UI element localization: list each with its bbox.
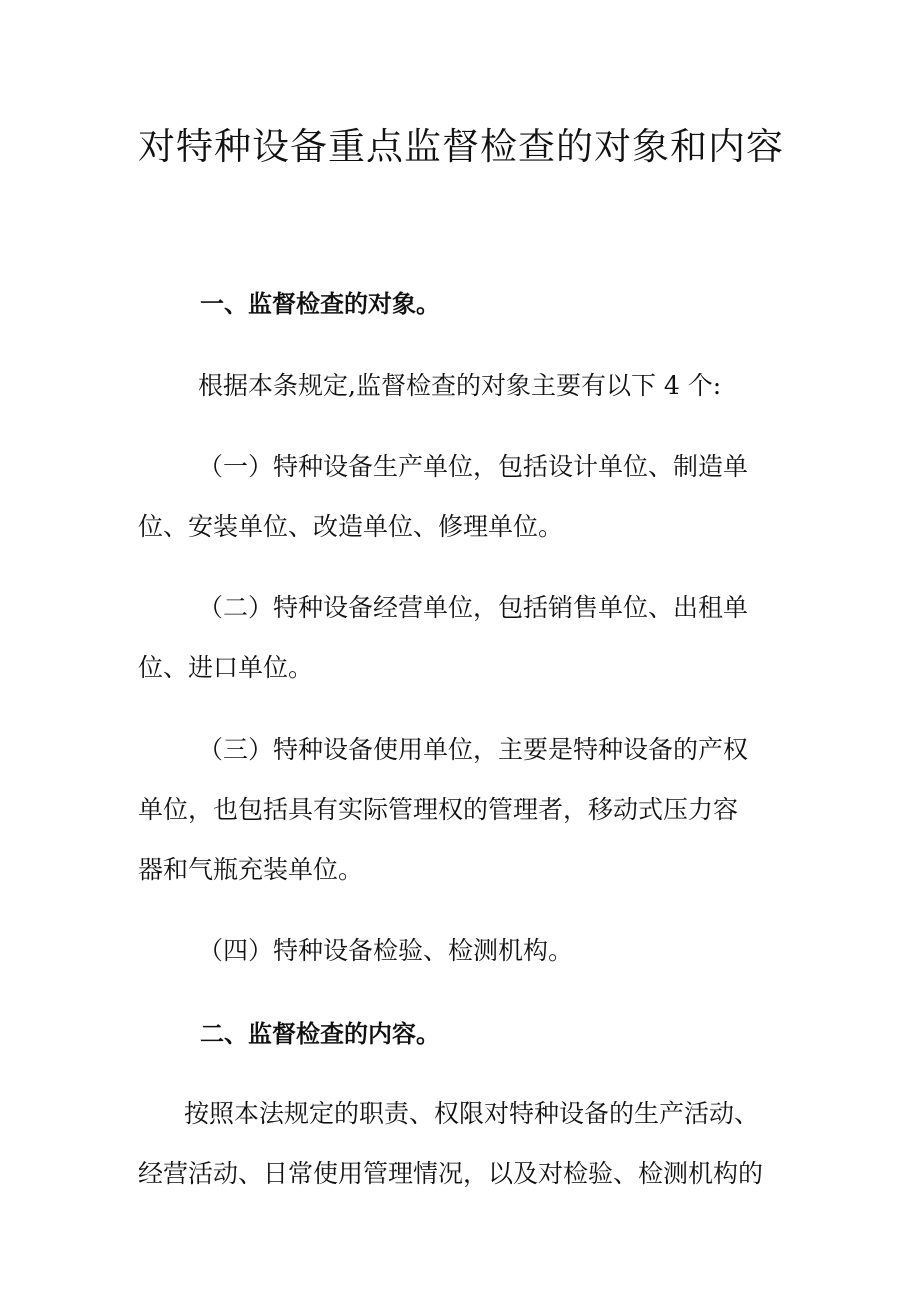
intro-paragraph: 根据本条规定,监督检查的对象主要有以下 4 个: bbox=[198, 371, 722, 400]
section-heading-content: 二、监督检查的内容。 bbox=[200, 1020, 440, 1048]
content-paragraph-line-1: 按照本法规定的职责、权限对特种设备的生产活动、 bbox=[184, 1099, 760, 1128]
content-paragraph-line-2: 经营活动、日常使用管理情况，以及对检验、检测机构的 bbox=[138, 1159, 764, 1188]
item-3-line-1: （三）特种设备使用单位，主要是特种设备的产权 bbox=[198, 735, 749, 764]
item-3-line-3: 器和气瓶充装单位。 bbox=[138, 855, 364, 884]
section-heading-objects: 一、监督检查的对象。 bbox=[200, 290, 440, 318]
document-title: 对特种设备重点监督检查的对象和内容 bbox=[138, 125, 784, 168]
item-1-line-1: （一）特种设备生产单位，包括设计单位、制造单 bbox=[198, 452, 749, 481]
item-1-line-2: 位、安装单位、改造单位、修理单位。 bbox=[138, 512, 564, 541]
item-2-line-1: （二）特种设备经营单位，包括销售单位、出租单 bbox=[198, 593, 749, 622]
item-2-line-2: 位、进口单位。 bbox=[138, 653, 314, 682]
item-3-line-2: 单位，也包括具有实际管理权的管理者，移动式压力容 bbox=[138, 795, 739, 824]
item-4-line-1: （四）特种设备检验、检测机构。 bbox=[198, 936, 574, 965]
